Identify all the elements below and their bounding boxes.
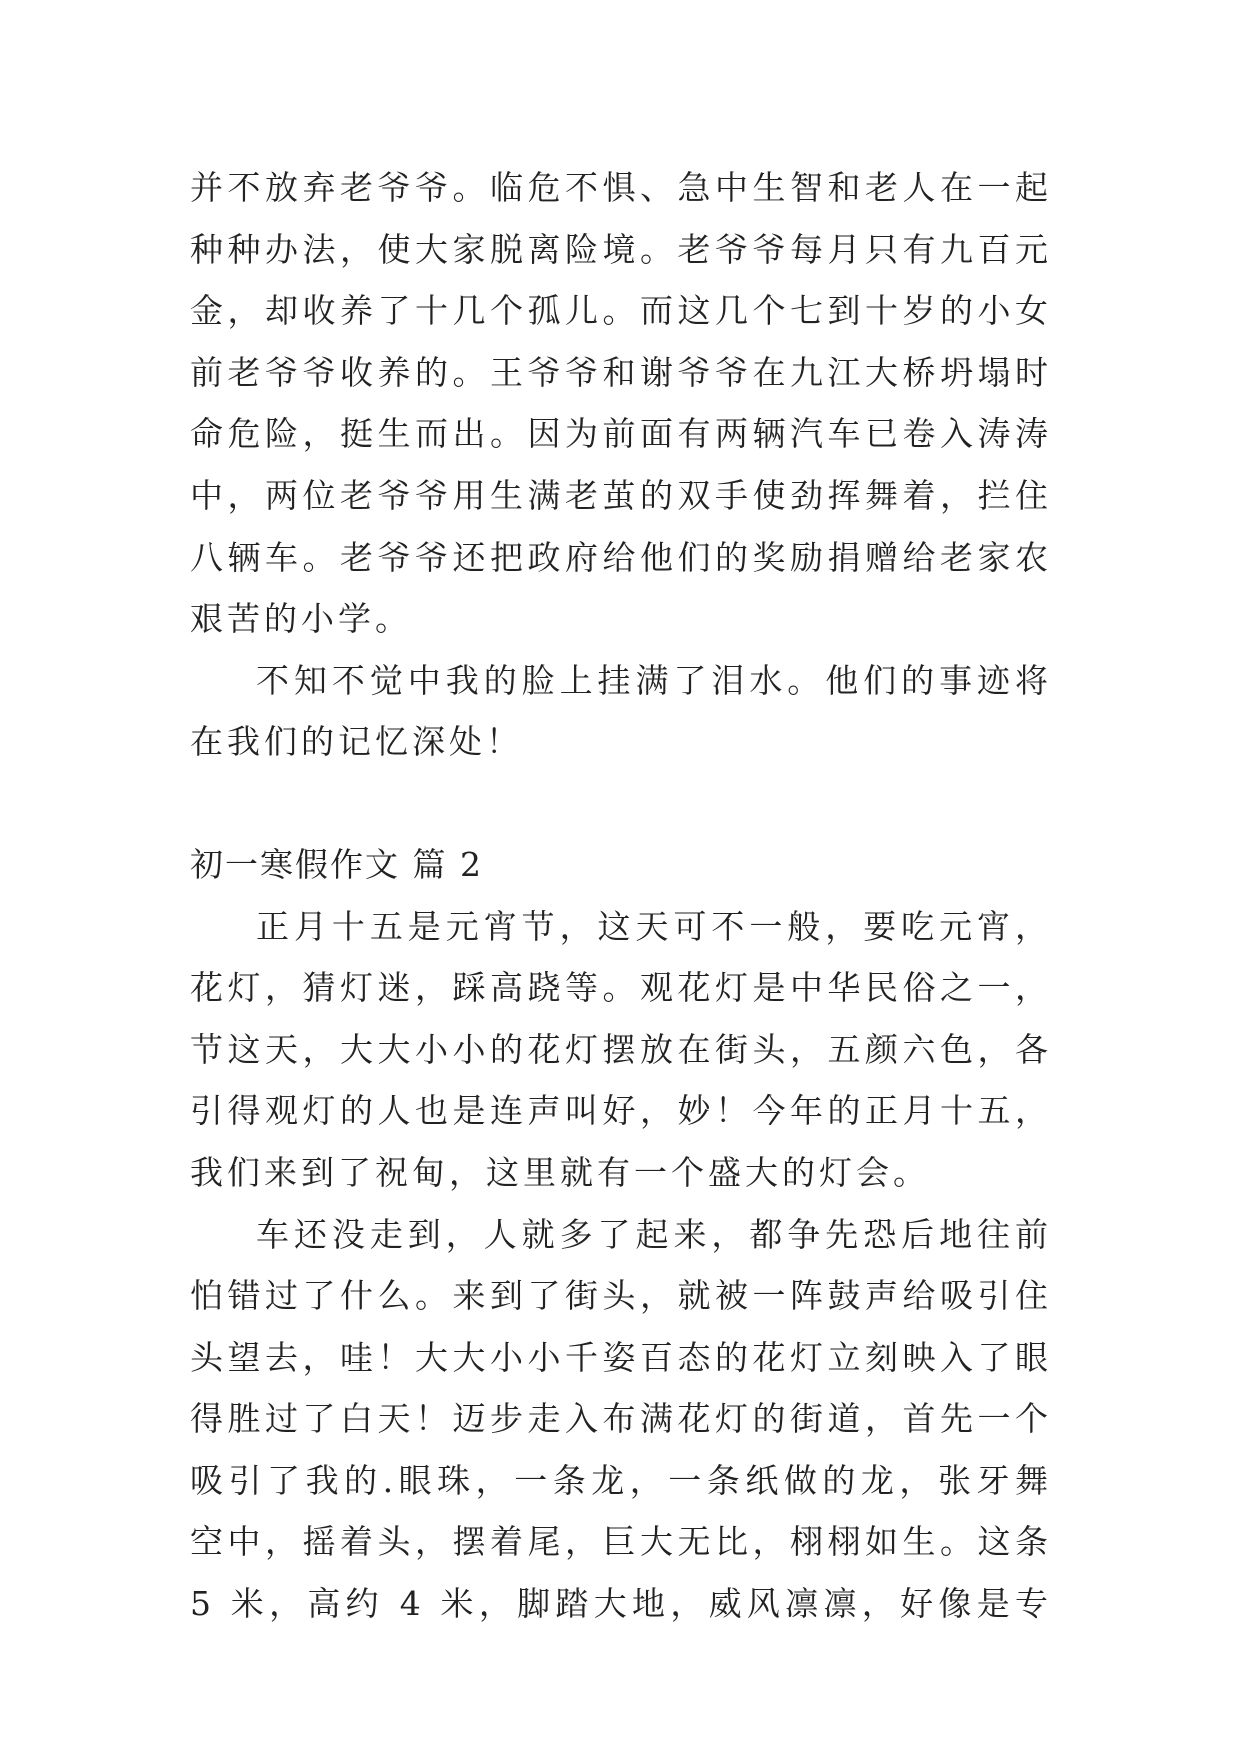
section-heading: 初一寒假作文 篇 2 [190, 844, 483, 884]
text-line: 并不放弃老爷爷。临危不惧、急中生智和老人在一起 [190, 168, 1052, 207]
text-line: 引得观灯的人也是连声叫好，妙！今年的正月十五， [190, 1091, 1052, 1131]
document-body [190, 157, 1052, 1635]
text-line: 头望去，哇！大大小小千姿百态的花灯立刻映入了眼 [190, 1337, 1052, 1377]
text-line: 节这天，大大小小的花灯摆放在街头，五颜六色，各 [190, 1029, 1052, 1069]
text-line: 花灯，猜灯迷，踩高跷等。观花灯是中华民俗之一， [190, 968, 1052, 1008]
text-line: 空中，摇着头，摆着尾，巨大无比，栩栩如生。这条 [190, 1522, 1052, 1562]
text-line: 八辆车。老爷爷还把政府给他们的奖励捐赠给老家农 [190, 537, 1052, 577]
text-line: 我们来到了祝甸，这里就有一个盛大的灯会。 [190, 1152, 930, 1192]
section-gap [190, 773, 1052, 834]
text-line: 车还没走到，人就多了起来，都争先恐后地往前 [256, 1214, 1052, 1254]
paragraph-continuation [190, 157, 1052, 650]
text-line: 前老爷爷收养的。王爷爷和谢爷爷在九江大桥坍塌时 [190, 352, 1052, 392]
text-line: 金，却收养了十几个孤儿。而这几个七到十岁的小女 [190, 291, 1052, 331]
text-line: 5 米，高约 4 米，脚踏大地，威风凛凛，好像是专 [190, 1584, 1052, 1624]
text-line: 得胜过了白天！迈步走入布满花灯的街道，首先一个 [190, 1399, 1052, 1439]
paragraph-conclusion [190, 650, 1052, 773]
text-line: 艰苦的小学。 [190, 599, 412, 639]
paragraph-intro [190, 896, 1052, 1204]
text-line: 不知不觉中我的脸上挂满了泪水。他们的事迹将 [256, 660, 1052, 700]
text-line: 吸引了我的.眼珠，一条龙，一条纸做的龙，张牙舞 [190, 1460, 1052, 1500]
text-line: 中，两位老爷爷用生满老茧的双手使劲挥舞着，拦住 [190, 475, 1052, 515]
paragraph-lantern-festival [190, 1204, 1052, 1635]
text-line: 正月十五是元宵节，这天可不一般，要吃元宵， [256, 906, 1052, 946]
text-line: 在我们的记忆深处！ [190, 722, 523, 762]
text-line: 种种办法，使大家脱离险境。老爷爷每月只有九百元 [190, 229, 1052, 269]
text-line: 怕错过了什么。来到了街头，就被一阵鼓声给吸引住 [190, 1276, 1052, 1316]
text-line: 命危险，挺生而出。因为前面有两辆汽车已卷入涛涛 [190, 414, 1052, 454]
